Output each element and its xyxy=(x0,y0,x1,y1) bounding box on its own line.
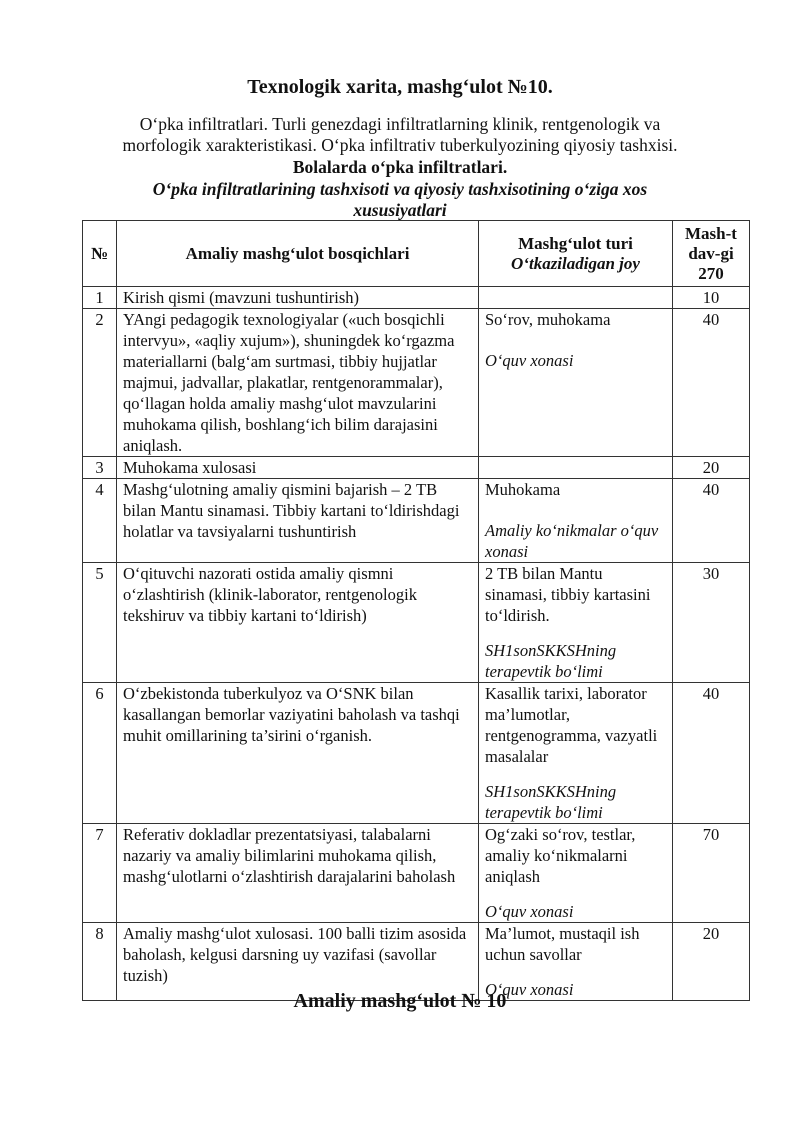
row-type-text: 2 TB bilan Mantu sinamasi, tibbiy kartasini to‘ldirish. xyxy=(485,564,651,625)
row-number: 2 xyxy=(83,309,117,457)
row-number: 3 xyxy=(83,457,117,479)
row-type-text: Kasallik tarixi, laborator ma’lumotlar, rentgenogramma, vazyatli masalalar xyxy=(485,684,658,766)
row-stage: YAngi pedagogik texnologiyalar («uch bosqichli intervyu», «aqliy xujum»), shuningdek ko‘rgazma materiallarni (balg‘am surtmasi, tibbiy hujjatlar majmui, jadvallar, plakatlar, rentgenorammalar), qo‘llagan holda amaliy mashg‘ulot mavzularini muhokama qilish, boshlang‘ich bilim darajasini aniqlash. xyxy=(117,309,479,457)
table-row xyxy=(83,683,750,824)
subtitle-italic: O‘pka infiltratlarining tashxisoti va qiyosiy tashxisotining o‘ziga xos xususiyatlari xyxy=(152,179,648,220)
header-type xyxy=(479,221,673,287)
row-stage: O‘zbekistonda tuberkulyoz va O‘SNK bilan kasallangan bemorlar vaziyatini baholash va tashqi muhit omillarining ta’sirini o‘rganish. xyxy=(117,683,479,824)
row-place-text: O‘quv xonasi xyxy=(485,351,574,370)
row-type xyxy=(479,287,673,309)
row-type xyxy=(479,309,673,457)
row-type-text: Ma’lumot, mustaqil ish uchun savollar xyxy=(485,924,640,964)
row-type-text: Muhokama xyxy=(485,480,561,499)
row-stage: Amaliy mashg‘ulot xulosasi. 100 balli tizim asosida baholash, kelgusi darsning uy vazifasi (savollar tuzish) xyxy=(117,923,479,1001)
header-time: Mash-t dav-gi 270 xyxy=(673,221,750,287)
table-row xyxy=(83,457,750,479)
row-place-text: SH1sonSKKSHning terapevtik bo‘limi xyxy=(485,641,617,681)
header-place-label: O‘tkaziladigan joy xyxy=(511,253,640,273)
row-type xyxy=(479,824,673,923)
row-type-text: Og‘zaki so‘rov, testlar, amaliy ko‘nikmalarni aniqlash xyxy=(485,825,636,886)
section-title: Amaliy mashg‘ulot № 10 xyxy=(293,990,507,1012)
row-type xyxy=(479,683,673,824)
row-type-text: So‘rov, muhokama xyxy=(485,310,611,329)
row-type xyxy=(479,479,673,563)
row-time: 30 xyxy=(673,563,750,683)
row-stage: Referativ dokladlar prezentatsiyasi, talabalarni nazariy va amaliy bilimlarini muhokama qilish, mashg‘ulotlarni o‘zlashtirish darajalarini baholash xyxy=(117,824,479,923)
row-type xyxy=(479,923,673,1001)
row-stage: Muhokama xulosasi xyxy=(117,457,479,479)
table-header-row xyxy=(83,221,750,287)
table-row xyxy=(83,479,750,563)
row-type xyxy=(479,563,673,683)
row-time: 70 xyxy=(673,824,750,923)
row-place-text: Amaliy ko‘nikmalar o‘quv xonasi xyxy=(485,521,659,561)
row-place-text: O‘quv xonasi xyxy=(485,902,574,921)
row-time: 40 xyxy=(673,479,750,563)
row-number: 1 xyxy=(83,287,117,309)
row-time: 20 xyxy=(673,923,750,1001)
row-number: 6 xyxy=(83,683,117,824)
row-type xyxy=(479,457,673,479)
row-time: 20 xyxy=(673,457,750,479)
header-type-label: Mashg‘ulot turi xyxy=(518,233,633,253)
page-title: Texnologik xarita, mashg‘ulot №10. xyxy=(247,76,553,98)
row-place-text: O‘quv xonasi xyxy=(485,980,574,999)
table-row xyxy=(83,287,750,309)
header-num: № xyxy=(83,221,117,287)
row-place-text: SH1sonSKKSHning terapevtik bo‘limi xyxy=(485,782,617,822)
row-time: 10 xyxy=(673,287,750,309)
row-number: 7 xyxy=(83,824,117,923)
table-row xyxy=(83,309,750,457)
row-stage: Mashg‘ulotning amaliy qismini bajarish – 2 TB bilan Mantu sinamasi. Tibbiy kartani to‘ldirishdagi holatlar va tavsiyalarni tushuntirish xyxy=(117,479,479,563)
row-number: 5 xyxy=(83,563,117,683)
row-stage: O‘qituvchi nazorati ostida amaliy qismni o‘zlashtirish (klinik-laborator, rentgenologik tekshiruv va tibbiy kartani to‘ldirish) xyxy=(117,563,479,683)
table-row xyxy=(83,563,750,683)
row-number: 8 xyxy=(83,923,117,1001)
lesson-plan-table xyxy=(82,220,750,1001)
row-number: 4 xyxy=(83,479,117,563)
header-stage: Amaliy mashg‘ulot bosqichlari xyxy=(117,221,479,287)
table-row xyxy=(83,824,750,923)
subtitle-bold: Bolalarda o‘pka infiltratlari. xyxy=(292,157,508,177)
row-stage: Kirish qismi (mavzuni tushuntirish) xyxy=(117,287,479,309)
table-row xyxy=(83,923,750,1001)
topic-intro: O‘pka infiltratlari. Turli genezdagi infiltratlarning klinik, rentgenologik va morfologik xarakteristikasi. O‘pka infiltrativ tuberkulyozining qiyosiy tashxisi. xyxy=(122,114,678,155)
row-time: 40 xyxy=(673,683,750,824)
row-time: 40 xyxy=(673,309,750,457)
